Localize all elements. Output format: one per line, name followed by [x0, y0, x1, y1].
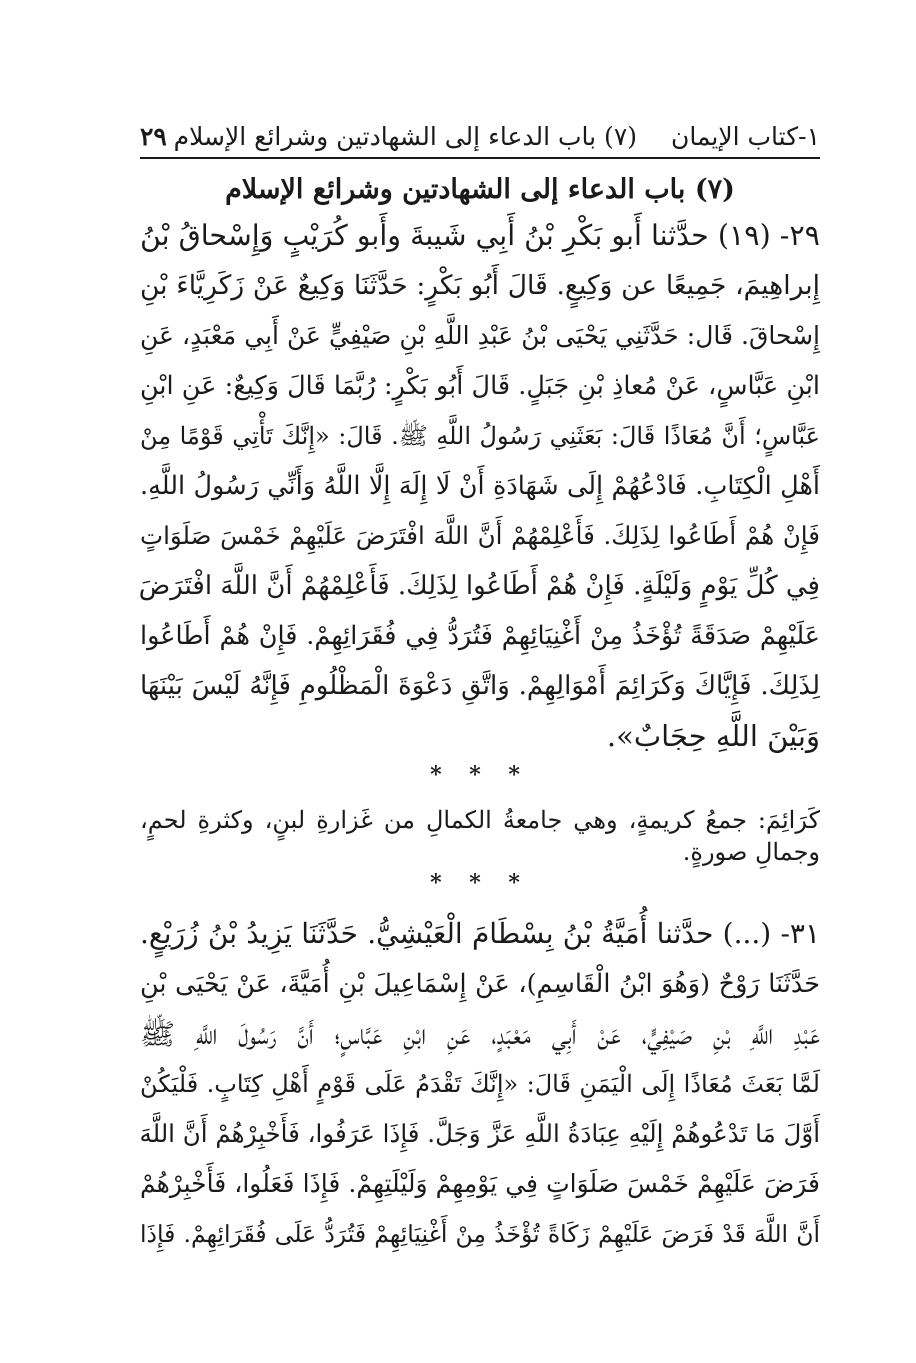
footnote-line: وجمالِ صورةٍ. [682, 838, 820, 866]
header-section: (٧) باب الدعاء إلى الشهادتين وشرائع الإسلام [173, 122, 638, 151]
text-line: لَمَّا بَعَثَ مُعَاذًا إِلَى الْيَمَنِ قَالَ: «إِنَّكَ تَقْدَمُ عَلَى قَوْمٍ أَهْلِ كِتَابٍ. فَلْيَكُنْ [140, 1070, 820, 1098]
text-line: إِبراهِيمَ، جَمِيعًا عن وَكِيعٍ. قَالَ أَبُو بَكْرٍ: حَدَّثَنَا وَكِيعٌ عَنْ زَكَرِيَّاءَ بْنِ [140, 270, 820, 301]
text-line: أَوَّلَ مَا تَدْعُوهُمْ إِلَيْهِ عِبَادَةُ اللَّهِ عَزَّ وَجَلَّ. فَإِذَا عَرَفُوا، فَأَخْبِرْهُمْ أَنَّ اللَّهَ [139, 1119, 820, 1148]
text-line: حَدَّثَنَا رَوْحٌ (وَهُوَ ابْنُ الْقَاسِمِ)، عَنْ إِسْمَاعِيلَ بْنِ أُمَيَّةَ، عَنْ يَحْيَى بْنِ [140, 969, 820, 999]
chapter-heading: (٧) باب الدعاء إلى الشهادتين وشرائع الإسلام [225, 174, 735, 205]
text-line: عَبَّاسٍ؛ أَنَّ مُعَاذًا قَالَ: بَعَثَنِي رَسُولُ اللَّهِ ﷺ. قَالَ: «إِنَّكَ تَأْتِي قَوْمًا مِنْ [140, 422, 820, 450]
header-titles [174, 117, 820, 157]
text-line: فِي كُلِّ يَوْمٍ وَلَيْلَةٍ. فَإِنْ هُمْ أَطَاعُوا لِذَلِكَ. فَأَعْلِمْهُمْ أَنَّ اللَّهَ افْتَرَضَ [138, 571, 820, 601]
text-line: ٢٩- (١٩) حدَّثنا أَبو بَكْرِ بْنُ أَبِي شَيبةَ وأَبو كُرَيْبٍ وَإِسْحاقُ بْنُ [139, 219, 820, 252]
page-number: ٢٩ [140, 122, 167, 151]
text-line: ابْنِ عَبَّاسٍ، عَنْ مُعاذِ بْنِ جَبَلٍ. قَالَ أَبُو بَكْرٍ: رُبَّمَا قَالَ وَكِيعٌ: عَنِ ابْنِ [140, 371, 820, 401]
text-line: عَلَيْهِمْ صَدَقَةً تُؤْخَذُ مِنْ أَغْنِيَائِهِمْ فَتُرَدُّ فِي فُقَرَائِهِمْ. فَإِنْ هُمْ أَطَاعُوا [140, 621, 820, 651]
text-line: لِذَلِكَ. فَإِيَّاكَ وَكَرَائِمَ أَمْوَالِهِمْ. وَاتَّقِ دَعْوَةَ الْمَظْلُومِ فَإِنَّهُ لَيْسَ بَيْنَهَا [140, 671, 820, 701]
header-chapter: ١-كتاب الإيمان [670, 122, 820, 151]
separator: * * * [430, 762, 530, 788]
text-line: فَإِنْ هُمْ أَطَاعُوا لِذَلِكَ. فَأَعْلِمْهُمْ أَنَّ اللَّهَ افْتَرَضَ عَلَيْهِمْ خَمْسَ صَلَوَاتٍ [140, 521, 820, 550]
text-line: عَبْدِ اللَّهِ بْنِ صَيْفِيٍّ، عَنْ أَبِي مَعْبَدٍ، عَنِ ابْنِ عَبَّاسٍ؛ أَنَّ رَسُولَ اللَّهِ ﷺ [140, 1017, 820, 1051]
text-line: وَبَيْنَ اللَّهِ حِجَابٌ». [606, 719, 820, 753]
text-line: أَهْلِ الْكِتَابِ. فَادْعُهُمْ إِلَى شَهَادَةِ أَنْ لَا إِلَهَ إِلَّا اللَّهُ وَأَنِّي رَسُولُ اللَّهِ. [140, 471, 820, 501]
running-header [140, 117, 820, 159]
separator: * * * [430, 870, 530, 896]
text-line: أَنَّ اللَّهَ قَدْ فَرَضَ عَلَيْهِمْ زَكَاةً تُؤْخَذُ مِنْ أَغْنِيَائِهِمْ فَتُرَدُّ عَلَى فُقَرَائِهِمْ. فَإِذَا [140, 1220, 820, 1248]
footnote-line: كَرَائِمَ: جمعُ كريمةٍ، وهي جامعةُ الكمالِ من غَزارةِ لبنٍ، وكثرةِ لحمٍ، [140, 806, 820, 834]
text-line: فَرَضَ عَلَيْهِمْ خَمْسَ صَلَوَاتٍ فِي يَوْمِهِمْ وَلَيْلَتِهِمْ. فَإِذَا فَعَلُوا، فَأَخْبِرْهُمْ [140, 1169, 820, 1198]
text-line: إِسْحاقَ. قَال: حَدَّثَنِي يَحْيَى بْنُ عَبْدِ اللَّهِ بْنِ صَيْفِيٍّ عَنْ أَبِي مَعْبَدٍ، عَنِ [140, 321, 820, 350]
text-line: ٣١- (...) حدَّثنا أُمَيَّةُ بْنُ بِسْطَامَ الْعَيْشِيُّ. حَدَّثَنَا يَزِيدُ بْنُ زُرَيْعٍ. [140, 917, 820, 950]
